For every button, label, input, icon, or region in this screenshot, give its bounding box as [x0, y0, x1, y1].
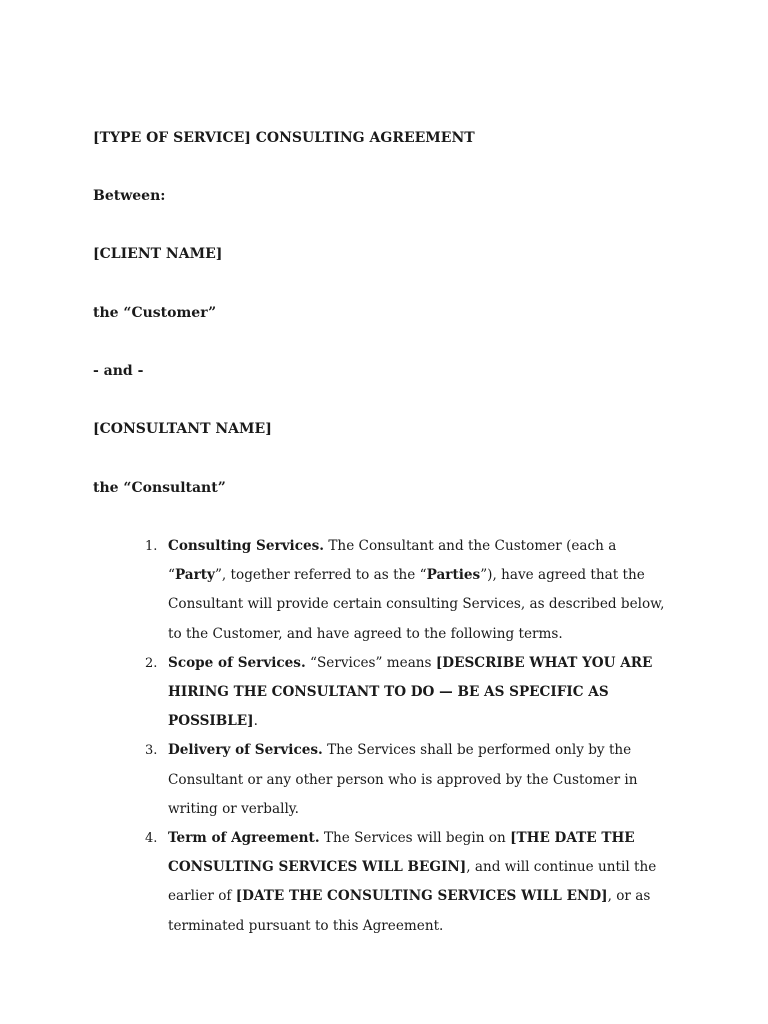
clause-text: The Services shall be performed only by the Consultant or any other person who is approved by the Customer in writing or verbally. [168, 742, 638, 817]
clause-number: 4. [145, 831, 158, 847]
placeholder-end-date: [DATE THE CONSULTING SERVICES WILL END] [235, 888, 608, 905]
clause-heading: Term of Agreement. [168, 830, 320, 847]
clause-list [93, 532, 693, 941]
clause-consulting-services [93, 532, 693, 649]
clause-text: , and will continue until the earlier of [168, 859, 657, 905]
clause-text: ”, together referred to as the “ [214, 567, 427, 584]
placeholder-services-description: [DESCRIBE WHAT YOU ARE HIRING THE CONSULTANT TO DO — BE AS SPECIFIC AS POSSIBLE] [168, 654, 653, 730]
and-separator: - and - [93, 363, 144, 379]
placeholder-start-date: [THE DATE THE CONSULTING SERVICES WILL BEGIN] [168, 830, 635, 876]
clause-body [168, 532, 676, 649]
between-label: Between: [93, 188, 166, 204]
consultant-name: [CONSULTANT NAME] [93, 421, 272, 437]
clause-text: The Consultant and the Customer (each a “ [168, 538, 617, 584]
client-name: [CLIENT NAME] [93, 246, 223, 262]
document-title: [TYPE OF SERVICE] CONSULTING AGREEMENT [93, 130, 475, 146]
client-role: the “Customer” [93, 305, 217, 321]
defined-term-parties: Parties [426, 567, 481, 584]
clause-scope-of-services [93, 649, 693, 737]
clause-number: 2. [145, 655, 158, 671]
clause-text: ”), have agreed that the Consultant will provide certain consulting Services, as described below, to the Customer, and have agreed to the following terms. [168, 567, 665, 642]
clause-heading: Delivery of Services. [168, 742, 323, 759]
clause-number: 1. [145, 539, 158, 554]
clause-number: 3. [145, 743, 158, 759]
clause-body [168, 824, 676, 941]
defined-term-party: Party [174, 567, 215, 584]
clause-term-of-agreement [93, 824, 693, 941]
clause-heading: Scope of Services. [168, 654, 306, 671]
clause-body [168, 649, 676, 737]
clause-text: The Services will begin on [319, 830, 511, 847]
consultant-role: the “Consultant” [93, 480, 226, 496]
clause-text: , or as terminated pursuant to this Agreement. [168, 888, 651, 934]
clause-delivery-of-services [93, 736, 693, 824]
clause-text: “Services” means [305, 654, 436, 671]
clause-text: . [253, 713, 258, 730]
clause-heading: Consulting Services. [168, 538, 325, 554]
clause-body [168, 736, 676, 824]
